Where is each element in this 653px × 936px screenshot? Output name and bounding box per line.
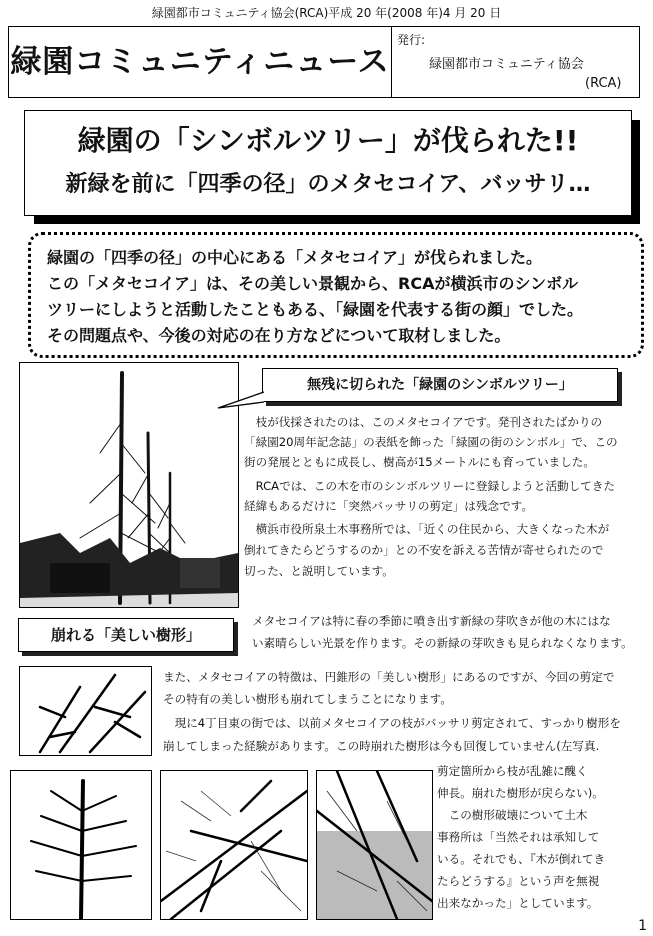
body-line: いる。それでも、『木が倒れてき xyxy=(437,852,606,866)
page-number: 1 xyxy=(638,918,647,934)
body-line: 切った、と説明しています。 xyxy=(244,564,394,578)
section2-heading: 崩れる「美しい樹形」 xyxy=(18,618,234,652)
body-line: 横浜市役所泉土木事務所では、「近くの住民から、大きくなった木が xyxy=(244,522,610,536)
body-line: メタセコイアは特に春の季節に噴き出す新緑の芽吹きが他の木にはな xyxy=(252,614,611,628)
publisher-label: 発行: xyxy=(397,33,426,47)
lead-box xyxy=(28,232,644,358)
body-line: その特有の美しい樹形も崩れてしまうことになります。 xyxy=(163,692,452,706)
body-line: い素晴らしい光景を作ります。その新緑の芽吹きも見られなくなります。 xyxy=(252,636,633,650)
body-line: 「緑園20周年記念誌」の表紙を飾った「緑園の街のシンボル」で、この xyxy=(244,435,618,449)
branches-photo xyxy=(19,666,152,756)
body-line: 枝が伐採されたのは、このメタセコイアです。発刊されたばかりの xyxy=(244,415,603,429)
pruned-tree-photo-1 xyxy=(10,770,152,920)
lead-line: その問題点や、今後の対応の在り方などについて取材しました。 xyxy=(47,326,511,345)
body-line: 伸長。崩れた樹形が戻らない)。 xyxy=(437,786,604,800)
callout-pointer xyxy=(216,390,266,412)
body-line: 現に4丁目東の街では、以前メタセコイアの枝がバッサリ剪定されて、すっかり樹形を xyxy=(163,716,621,730)
body-line: RCAでは、この木を市のシンボルツリーに登録しようと活動してきた xyxy=(244,479,616,493)
lead-line: ツリーにしようと活動したこともある、「緑園を代表する街の顔」でした。 xyxy=(47,300,584,319)
section1-heading: 無残に切られた「緑園のシンボルツリー」 xyxy=(262,368,618,402)
body-line: この樹形破壊について土木 xyxy=(437,808,588,822)
body-line: また、メタセコイアの特徴は、円錐形の「美しい樹形」にあるのですが、今回の剪定で xyxy=(163,670,615,684)
body-line: 街の発展とともに成長し、樹高が15メートルにも育っていました。 xyxy=(244,455,595,469)
metasequoia-photo xyxy=(19,362,239,608)
pruned-tree-photo-2 xyxy=(160,770,308,920)
body-line: 出来なかった」としています。 xyxy=(437,896,599,910)
headline-sub: 新緑を前に「四季の径」のメタセコイア、バッサリ… xyxy=(65,172,591,197)
publisher-name: 緑園都市コミュニティ協会 xyxy=(429,57,584,72)
masthead xyxy=(8,26,640,98)
body-line: 倒れてきたらどうするのか」との不安を訴える苦情が寄せられたので xyxy=(244,543,604,557)
body-line: たらどうする』という声を無視 xyxy=(437,874,600,888)
lead-line: 緑園の「四季の径」の中心にある「メタセコイア」が伐られました。 xyxy=(47,248,543,267)
headline-main: 緑園の「シンボルツリー」が伐られた!! xyxy=(77,124,579,157)
body-line: 事務所は「当然それは承知して xyxy=(437,830,600,844)
lead-line: この「メタセコイア」は、その美しい景観から、RCAが横浜市のシンボル xyxy=(47,274,579,293)
publisher-abbr: (RCA) xyxy=(585,76,622,91)
pruned-tree-photo-3 xyxy=(316,770,433,920)
headline-box xyxy=(24,110,632,216)
body-line: 崩してしまった経験があります。この時崩れた樹形は今も回復していません(左写真. xyxy=(163,739,600,753)
body-line: 剪定箇所から枝が乱雑に醜く xyxy=(437,764,588,778)
issue-line: 緑園都市コミュニティ協会(RCA)平成 20 年(2008 年)4 月 20 日 xyxy=(151,6,502,20)
body-line: 経緯もあるだけに「突然バッサリの剪定」は残念です。 xyxy=(244,499,533,513)
newsletter-title: 緑園コミュニティニュース xyxy=(9,27,392,97)
